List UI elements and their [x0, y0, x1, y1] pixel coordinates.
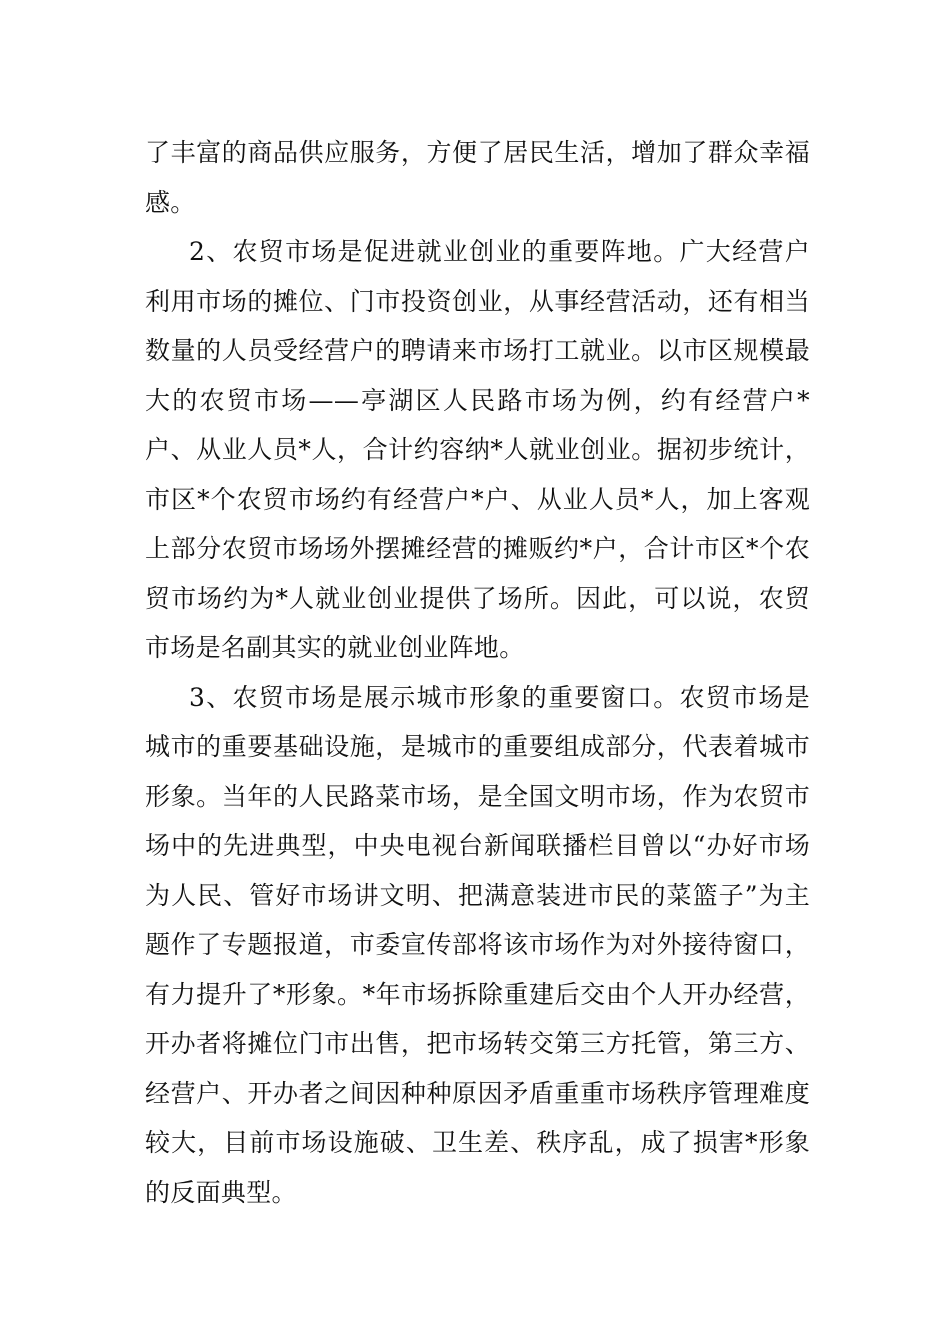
document-body: [145, 128, 810, 1217]
paragraph-employment: 2、农贸市场是促进就业创业的重要阵地。广大经营户利用市场的摊位、门市投资创业，从事经营活动，还有相当数量的人员受经营户的聘请来市场打工就业。以市区规模最大的农贸市场——亭湖区人民路市场为例，约有经营户*户、从业人员*人，合计约容纳*人就业创业。据初步统计，市区*个农贸市场约有经营户*户、从业人员*人，加上客观上部分农贸市场场外摆摊经营的摊贩约*户，合计市区*个农贸市场约为*人就业创业提供了场所。因此，可以说，农贸市场是名副其实的就业创业阵地。: [145, 237, 810, 662]
paragraph-city-image: 3、农贸市场是展示城市形象的重要窗口。农贸市场是城市的重要基础设施，是城市的重要组成部分，代表着城市形象。当年的人民路菜市场，是全国文明市场，作为农贸市场中的先进典型，中央电视台新闻联播栏目曾以“办好市场为人民、管好市场讲文明、把满意装进市民的菜篮子”为主题作了专题报道，市委宣传部将该市场作为对外接待窗口，有力提升了*形象。*年市场拆除重建后交由个人开办经营，开办者将摊位门市出售，把市场转交第三方托管，第三方、经营户、开办者之间因种种原因矛盾重重市场秩序管理难度较大，目前市场设施破、卫生差、秩序乱，成了损害*形象的反面典型。: [145, 682, 810, 1207]
paragraph-continuation: 了丰富的商品供应服务，方便了居民生活，增加了群众幸福感。: [145, 138, 810, 217]
